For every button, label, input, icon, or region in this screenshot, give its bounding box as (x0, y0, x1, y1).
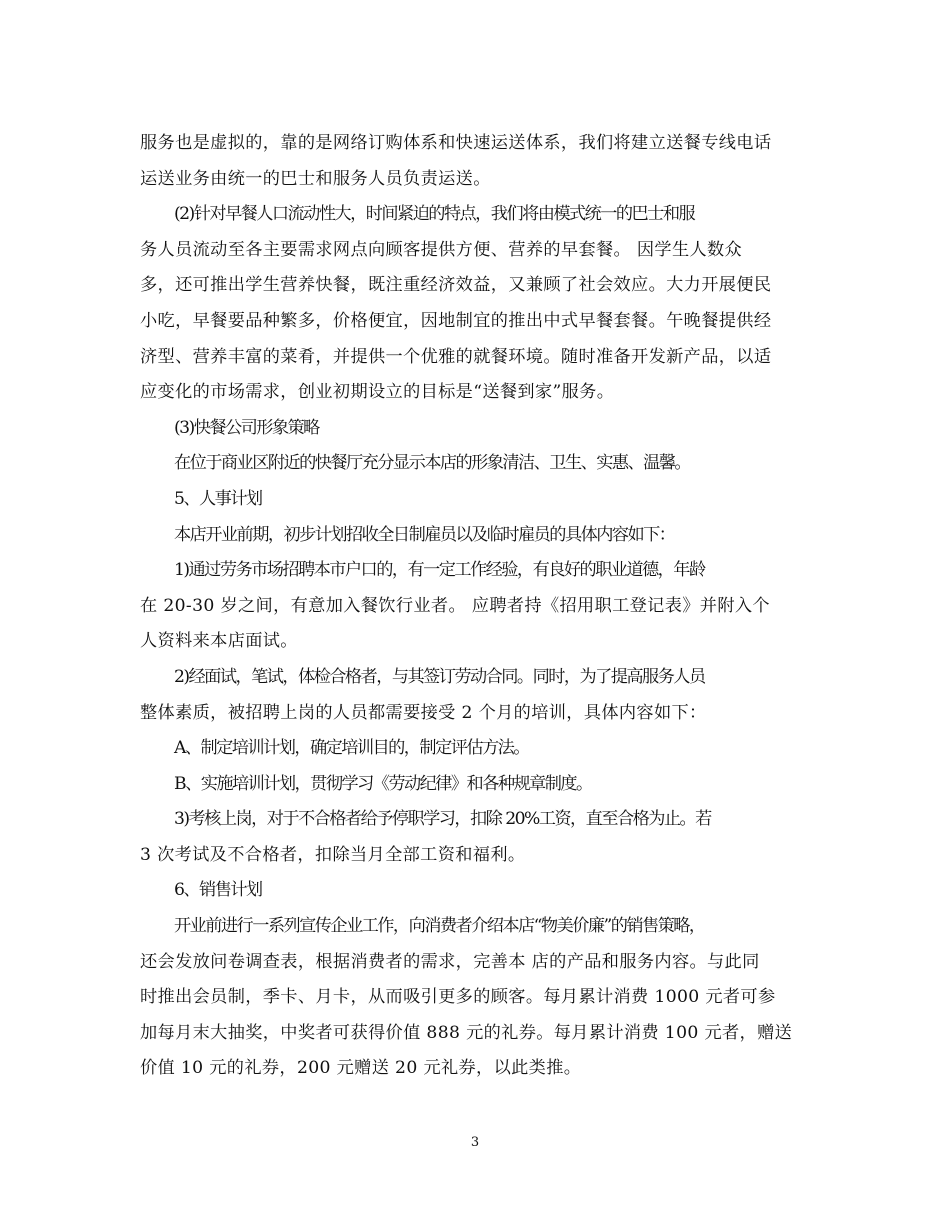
text-line: (3)快餐公司形象策略 (174, 417, 319, 438)
text-line: 1)通过劳务市场招聘本市户口的，有一定工作经验，有良好的职业道德，年龄 (174, 560, 705, 581)
text-line: B、实施培训计划，贯彻学习《劳动纪律》和各种规章制度。 (174, 773, 592, 794)
text-line: 3 次考试及不合格者，扣除当月全部工资和福利。 (140, 844, 526, 865)
text-line: 在 20-30 岁之间，有意加入餐饮行业者。 应聘者持《招用职工登记表》并附入个 (140, 595, 770, 616)
text-line: 3)考核上岗，对于不合格者给予停职学习，扣除 20%工资，直至合格为止。若 (174, 809, 711, 830)
text-line: 加每月末大抽奖，中奖者可获得价值 888 元的礼券。每月累计消费 100 元者，赠送 (140, 1022, 793, 1043)
text-line: 多，还可推出学生营养快餐，既注重经济效益，又兼顾了社会效应。大力开展便民 (140, 275, 772, 296)
text-line: 6、销售计划 (174, 880, 262, 901)
text-line: 运送业务由统一的巴士和服务人员负责运送。 (140, 168, 491, 189)
text-line: 还会发放问卷调查表，根据消费者的需求，完善本 店的产品和服务内容。与此同 (140, 951, 760, 972)
text-line: 济型、营养丰富的菜肴，并提供一个优雅的就餐环境。随时准备开发新产品，以适 (140, 346, 772, 367)
text-line: 整体素质，被招聘上岗的人员都需要接受 2 个月的培训，具体内容如下： (140, 702, 707, 723)
text-line: 5、人事计划 (174, 488, 262, 509)
text-line: 2)经面试，笔试，体检合格者，与其签订劳动合同。同时，为了提高服务人员 (174, 666, 705, 687)
body-text (140, 126, 820, 1087)
text-line: 价值 10 元的礼券，200 元赠送 20 元礼券，以此类推。 (140, 1058, 582, 1079)
text-line: 服务也是虚拟的，靠的是网络订购体系和快速运送体系，我们将建立送餐专线电话 (140, 133, 772, 153)
text-line: 时推出会员制，季卡、月卡，从而吸引更多的顾客。每月累计消费 1000 元者可参 (140, 987, 776, 1008)
text-line: 在位于商业区附近的快餐厅充分显示本店的形象清洁、卫生、实惠、温馨。 (174, 453, 691, 474)
text-line: 小吃，早餐要品种繁多，价格便宜，因地制宜的推出中式早餐套餐。午晚餐提供经 (140, 310, 772, 331)
text-line: 务人员流动至各主要需求网点向顾客提供方便、营养的早套餐。 因学生人数众 (140, 239, 743, 260)
text-line: 开业前进行一系列宣传企业工作，向消费者介绍本店“物美价廉”的销售策略， (174, 916, 705, 937)
text-line: 人资料来本店面试。 (140, 631, 298, 652)
text-line: 应变化的市场需求，创业初期设立的目标是“送餐到家”服务。 (140, 382, 615, 403)
text-line: 本店开业前期，初步计划招收全日制雇员以及临时雇员的具体内容如下： (174, 524, 675, 545)
page-number: 3 (470, 1135, 480, 1150)
text-line: (2)针对早餐人口流动性大，时间紧迫的特点，我们将由模式统一的巴士和服 (174, 204, 695, 225)
text-line: A、制定培训计划，确定培训目的，制定评估方法。 (174, 738, 529, 759)
